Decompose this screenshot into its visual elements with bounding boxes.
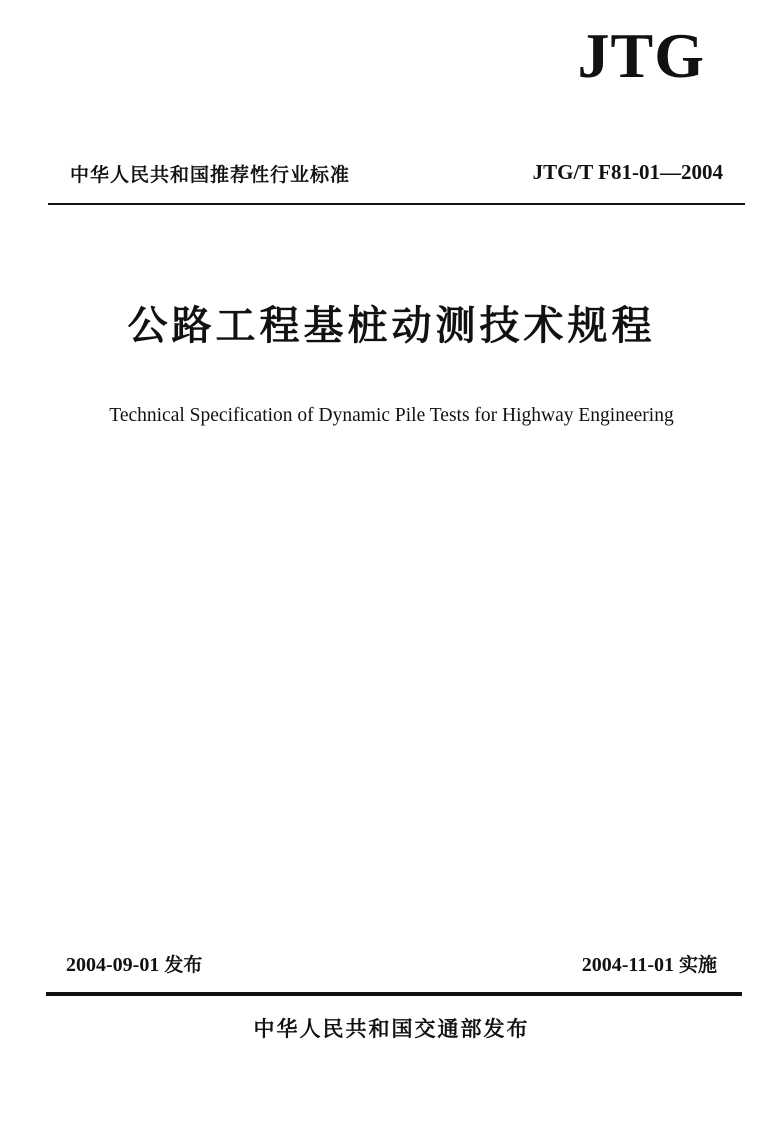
document-title-chinese: 公路工程基桩动测技术规程 xyxy=(127,302,656,349)
standard-code: JTG/T F81-01—2004 xyxy=(532,160,723,184)
document-title-english: Technical Specification of Dynamic Pile Tests for Highway Engineering xyxy=(109,405,674,426)
implementation-date-value: 2004-11-01 xyxy=(581,954,674,976)
footer-divider xyxy=(46,992,742,996)
header-divider xyxy=(48,203,745,205)
implementation-date-label: 实施 xyxy=(678,954,717,976)
issue-date xyxy=(66,950,202,977)
standard-type: 中华人民共和国推荐性行业标准 xyxy=(70,164,351,186)
publisher: 中华人民共和国交通部发布 xyxy=(253,1017,530,1041)
jtg-logo: JTG xyxy=(577,20,705,91)
issue-date-label: 发布 xyxy=(164,954,203,976)
implementation-date xyxy=(582,950,717,977)
issue-date-value: 2004-09-01 xyxy=(66,954,160,976)
